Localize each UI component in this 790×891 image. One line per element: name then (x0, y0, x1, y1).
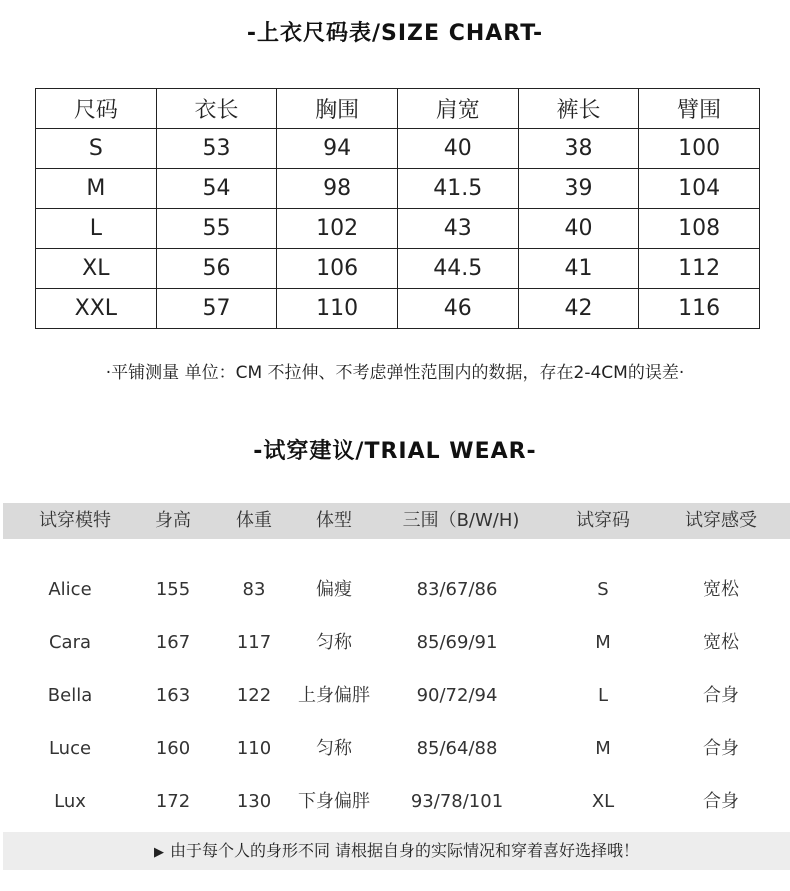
trial-cell: 90/72/94 (416, 685, 498, 706)
trial-cell: 110 (236, 738, 272, 759)
measurement-note: ·平铺测量 单位：CM 不拉伸、不考虑弹性范围内的数据，存在2-4CM的误差· (105, 363, 685, 383)
size-cell: 39 (518, 169, 639, 209)
trial-cell: 上身偏胖 (298, 685, 370, 706)
trial-cell: 130 (236, 791, 272, 812)
size-chart-title: -上衣尺码表/SIZE CHART- (246, 21, 544, 46)
size-chart-header-cell: 尺码 (36, 89, 157, 129)
trial-cell: 合身 (703, 685, 739, 706)
size-cell: 54 (156, 169, 277, 209)
size-cell: 41.5 (397, 169, 518, 209)
trial-header-cell: 三围（B/W/H) (402, 510, 520, 531)
trial-cell: XL (591, 791, 615, 812)
trial-row (0, 734, 790, 764)
trial-cell: 合身 (703, 738, 739, 759)
trial-cell: 167 (155, 632, 191, 653)
trial-cell: S (597, 579, 609, 600)
trial-wear-title: -试穿建议/TRIAL WEAR- (253, 439, 537, 464)
size-cell: XL (36, 249, 157, 289)
size-chart-table (35, 88, 760, 329)
size-chart-row (36, 169, 760, 209)
trial-cell: 155 (155, 579, 191, 600)
trial-cell: Cara (48, 632, 92, 653)
trial-header-cell: 身高 (155, 510, 191, 531)
size-cell: 110 (277, 289, 398, 329)
trial-cell: 160 (155, 738, 191, 759)
trial-header-cell: 体型 (316, 510, 352, 531)
trial-cell: 宽松 (703, 579, 739, 600)
trial-cell: L (597, 685, 609, 706)
size-cell: 94 (277, 129, 398, 169)
trial-row (0, 787, 790, 817)
trial-cell: Alice (48, 579, 92, 600)
size-chart-header-cell: 胸围 (277, 89, 398, 129)
size-cell: 108 (639, 209, 760, 249)
size-chart-header-cell: 肩宽 (397, 89, 518, 129)
size-cell: 112 (639, 249, 760, 289)
trial-cell: 偏瘦 (316, 579, 352, 600)
size-cell: 55 (156, 209, 277, 249)
size-cell: 100 (639, 129, 760, 169)
footer-text: 由于每个人的身形不同 请根据自身的实际情况和穿着喜好选择哦！ (169, 841, 640, 860)
trial-row (0, 575, 790, 605)
trial-row (0, 628, 790, 658)
size-cell: 106 (277, 249, 398, 289)
trial-cell: Luce (48, 738, 92, 759)
trial-cell: 117 (236, 632, 272, 653)
size-chart-row (36, 289, 760, 329)
trial-row (0, 681, 790, 711)
size-chart-row (36, 129, 760, 169)
trial-cell: 合身 (703, 791, 739, 812)
size-cell: 43 (397, 209, 518, 249)
size-cell: M (36, 169, 157, 209)
trial-header-cell: 试穿模特 (39, 510, 111, 531)
trial-cell: 匀称 (316, 738, 352, 759)
trial-header-cell: 试穿感受 (685, 510, 757, 531)
trial-cell: M (595, 738, 611, 759)
size-cell: 53 (156, 129, 277, 169)
size-chart-header-cell: 衣长 (156, 89, 277, 129)
size-chart-row (36, 249, 760, 289)
trial-cell: Bella (47, 685, 93, 706)
trial-cell: 下身偏胖 (298, 791, 370, 812)
trial-cell: 172 (155, 791, 191, 812)
size-cell: 57 (156, 289, 277, 329)
footer-note (3, 832, 790, 870)
size-cell: 38 (518, 129, 639, 169)
size-cell: 98 (277, 169, 398, 209)
size-chart-header-cell: 裤长 (518, 89, 639, 129)
trial-cell: 83 (242, 579, 266, 600)
size-cell: 44.5 (397, 249, 518, 289)
trial-cell: Lux (54, 791, 86, 812)
size-chart-header-row (36, 89, 760, 129)
trial-cell: 163 (155, 685, 191, 706)
trial-cell: 122 (236, 685, 272, 706)
trial-cell: 93/78/101 (410, 791, 504, 812)
size-chart-row (36, 209, 760, 249)
size-cell: 40 (518, 209, 639, 249)
size-cell: 42 (518, 289, 639, 329)
trial-cell: 85/64/88 (416, 738, 498, 759)
trial-header-cell: 试穿码 (576, 510, 630, 531)
trial-cell: M (595, 632, 611, 653)
trial-header-row (3, 503, 790, 539)
size-cell: 104 (639, 169, 760, 209)
size-cell: L (36, 209, 157, 249)
size-cell: XXL (36, 289, 157, 329)
size-cell: 46 (397, 289, 518, 329)
size-cell: 41 (518, 249, 639, 289)
size-cell: 116 (639, 289, 760, 329)
size-chart-header-cell: 臂围 (639, 89, 760, 129)
size-cell: 102 (277, 209, 398, 249)
play-arrow-icon: ▶ (153, 845, 164, 860)
trial-header-cell: 体重 (236, 510, 272, 531)
size-cell: 40 (397, 129, 518, 169)
size-cell: S (36, 129, 157, 169)
trial-cell: 匀称 (316, 632, 352, 653)
trial-cell: 85/69/91 (416, 632, 498, 653)
trial-cell: 宽松 (703, 632, 739, 653)
trial-cell: 83/67/86 (416, 579, 498, 600)
size-cell: 56 (156, 249, 277, 289)
